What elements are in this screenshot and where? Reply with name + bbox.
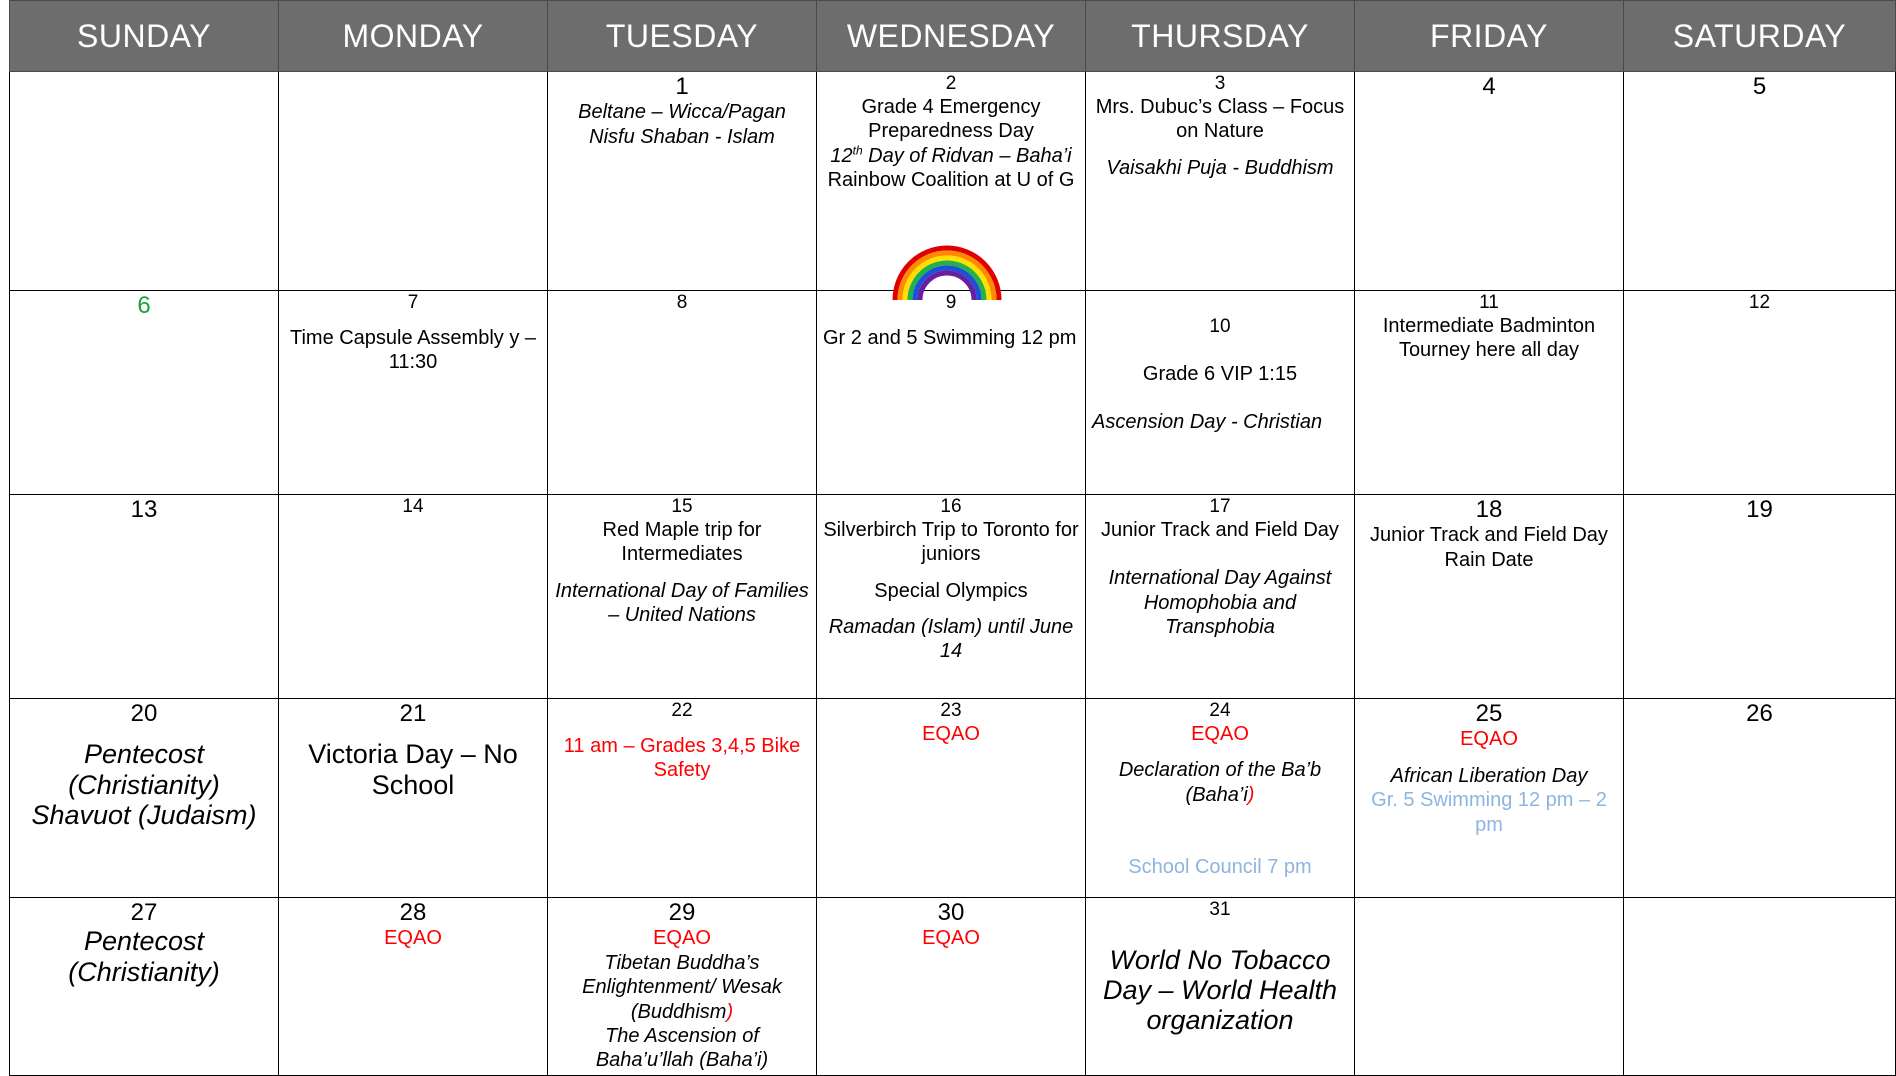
day-cell-12[interactable]	[1624, 291, 1896, 495]
day-cell-2[interactable]	[817, 72, 1086, 291]
header-friday: FRIDAY	[1355, 1, 1624, 72]
event-text: Junior Track and Field Day	[1101, 518, 1339, 541]
header-tuesday: TUESDAY	[548, 1, 817, 72]
event-text: Beltane – Wicca/Pagan	[578, 101, 786, 124]
event-text: Time Capsule Assembly y – 11:30	[289, 326, 536, 374]
day-number: 5	[1752, 73, 1767, 100]
weekday-header-row	[10, 1, 1896, 72]
day-cell-14[interactable]	[279, 495, 548, 699]
day-cell-10[interactable]	[1086, 291, 1355, 495]
day-number: 6	[137, 292, 151, 319]
day-number: 29	[668, 899, 696, 926]
day-number: 17	[1209, 496, 1231, 517]
day-cell-16[interactable]	[817, 495, 1086, 699]
day-cell-19[interactable]	[1624, 495, 1896, 699]
day-number: 23	[940, 700, 962, 721]
event-text: African Liberation Day	[1390, 764, 1588, 787]
day-cell-31[interactable]	[1086, 898, 1355, 1076]
event-text: Red Maple trip for Intermediates	[602, 518, 762, 566]
day-number: 18	[1475, 496, 1503, 523]
day-cell-3[interactable]	[1086, 72, 1355, 291]
day-cell-7[interactable]	[279, 291, 548, 495]
event-text: International Day Against Homophobia and Transphobia	[1108, 567, 1332, 639]
day-cell-25[interactable]	[1355, 699, 1624, 898]
header-monday: MONDAY	[279, 1, 548, 72]
day-number: 19	[1746, 496, 1773, 523]
event-text: EQAO	[922, 722, 980, 745]
event-text: Gr 2 and 5 Swimming 12 pm	[823, 326, 1077, 349]
day-number: 16	[940, 496, 962, 517]
event-text: EQAO	[1460, 728, 1518, 751]
header-thursday: THURSDAY	[1086, 1, 1355, 72]
event-text: Grade 4 Emergency Preparedness Day	[861, 95, 1041, 143]
day-number: 1	[675, 73, 689, 100]
day-number: 11	[1479, 292, 1499, 313]
day-cell-8[interactable]	[548, 291, 817, 495]
event-text: Ascension Day - Christian	[1092, 411, 1323, 434]
day-cell-22[interactable]	[548, 699, 817, 898]
day-number: 12	[1748, 292, 1771, 313]
event-text: Declaration of the Ba’b (Baha’i)	[1118, 759, 1322, 806]
event-text: Special Olympics	[874, 579, 1028, 602]
event-text: Grade 6 VIP 1:15	[1142, 362, 1298, 385]
day-cell-28[interactable]	[279, 898, 548, 1076]
week-row	[10, 72, 1896, 291]
day-cell-18[interactable]	[1355, 495, 1624, 699]
event-text: EQAO	[653, 927, 711, 950]
day-number: 3	[1214, 73, 1226, 94]
week-row	[10, 898, 1896, 1076]
day-cell-17[interactable]	[1086, 495, 1355, 699]
event-text: Ramadan (Islam) until June 14	[828, 616, 1074, 663]
day-number: 25	[1475, 700, 1503, 727]
header-sunday: SUNDAY	[10, 1, 279, 72]
event-text: Junior Track and Field Day Rain Date	[1370, 524, 1608, 571]
day-cell-6[interactable]	[10, 291, 279, 495]
event-text: Gr. 5 Swimming 12 pm – 2 pm	[1371, 789, 1607, 836]
event-text: 11 am – Grades 3,4,5 Bike Safety	[563, 734, 801, 782]
event-text: EQAO	[384, 927, 442, 950]
calendar-table	[9, 0, 1896, 1076]
event-text: EQAO	[922, 927, 980, 950]
day-number: 27	[130, 899, 158, 926]
day-number: 22	[671, 700, 693, 721]
week-row	[10, 495, 1896, 699]
day-cell-24[interactable]	[1086, 699, 1355, 898]
event-text: The Ascension of Baha’u’llah (Baha’i)	[595, 1024, 769, 1072]
day-number: 30	[937, 899, 965, 926]
day-cell-1[interactable]	[548, 72, 817, 291]
day-number: 2	[945, 73, 957, 94]
day-number: 7	[407, 292, 419, 313]
day-number: 24	[1209, 700, 1231, 721]
day-cell-20[interactable]	[10, 699, 279, 898]
event-text: Rainbow Coalition at U of G	[827, 169, 1075, 192]
event-text: Silverbirch Trip to Toronto for juniors	[823, 518, 1079, 566]
day-number: 14	[402, 496, 424, 517]
day-number: 21	[399, 700, 427, 727]
day-number: 8	[676, 292, 688, 313]
day-number: 9	[945, 292, 957, 313]
event-text: Nisfu Shaban - Islam	[589, 125, 775, 148]
day-number: 4	[1482, 73, 1496, 100]
day-number: 13	[130, 496, 158, 523]
event-text: Tibetan Buddha’s Enlightenment/ Wesak (Buddhism)	[582, 951, 782, 1023]
day-cell-5[interactable]	[1624, 72, 1896, 291]
event-text: 12th Day of Ridvan – Baha’i	[830, 143, 1072, 167]
day-cell-13[interactable]	[10, 495, 279, 699]
day-number: 31	[1209, 899, 1231, 920]
event-text: Intermediate Badminton Tourney here all day	[1382, 314, 1596, 362]
event-text: EQAO	[1191, 722, 1249, 745]
day-number: 26	[1746, 700, 1773, 727]
event-text: Pentecost (Christianity) Shavuot (Judaism)	[31, 739, 257, 830]
event-text: School Council 7 pm	[1128, 856, 1312, 879]
header-wednesday: WEDNESDAY	[817, 1, 1086, 72]
week-row	[10, 699, 1896, 898]
day-number: 15	[671, 496, 693, 517]
empty-cell	[1624, 898, 1896, 1076]
day-cell-27[interactable]	[10, 898, 279, 1076]
empty-cell	[279, 72, 548, 291]
header-saturday: SATURDAY	[1624, 1, 1896, 72]
day-number: 28	[399, 899, 427, 926]
event-text: Pentecost (Christianity)	[68, 926, 220, 987]
day-cell-21[interactable]	[279, 699, 548, 898]
day-number: 10	[1209, 316, 1231, 337]
event-text: International Day of Families – United Nations	[555, 579, 809, 627]
day-cell-4[interactable]	[1355, 72, 1624, 291]
empty-cell	[10, 72, 279, 291]
empty-cell	[1355, 898, 1624, 1076]
day-cell-11[interactable]	[1355, 291, 1624, 495]
day-cell-23[interactable]	[817, 699, 1086, 898]
day-cell-9[interactable]	[817, 291, 1086, 495]
week-row	[10, 291, 1896, 495]
day-cell-30[interactable]	[817, 898, 1086, 1076]
event-text: Mrs. Dubuc’s Class – Focus on Nature	[1095, 95, 1345, 143]
day-number: 20	[130, 700, 158, 727]
day-cell-26[interactable]	[1624, 699, 1896, 898]
day-cell-29[interactable]	[548, 898, 817, 1076]
event-text: World No Tobacco Day – World Health organization	[1102, 944, 1338, 1036]
event-text: Victoria Day – No School	[308, 739, 518, 800]
event-text: Vaisakhi Puja - Buddhism	[1106, 156, 1334, 179]
day-cell-15[interactable]	[548, 495, 817, 699]
